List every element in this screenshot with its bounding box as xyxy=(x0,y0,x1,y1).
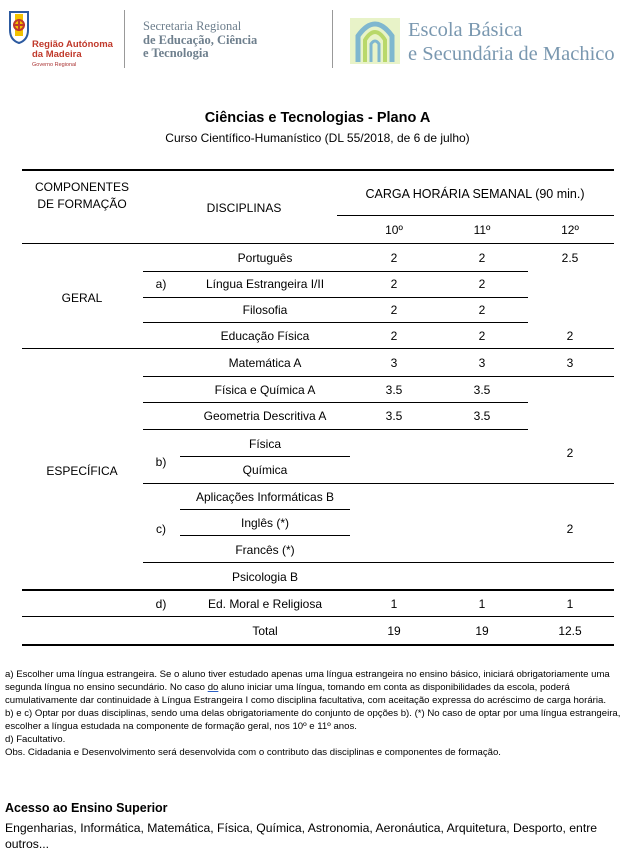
hours-cell: 2 xyxy=(566,446,574,460)
region-name: Região Autónoma da Madeira Governo Regional xyxy=(32,39,113,68)
table-rule xyxy=(143,483,614,484)
hours-cell: 3 xyxy=(390,356,398,370)
total-cell: 19 xyxy=(387,624,401,638)
note-marker: a) xyxy=(155,277,167,291)
header-componentes: COMPONENTES DE FORMAÇÃO xyxy=(34,180,130,211)
hours-cell: 1 xyxy=(566,597,574,611)
discipline-name: Geometria Descritiva A xyxy=(203,409,327,423)
page-title: Ciências e Tecnologias - Plano A xyxy=(204,110,431,126)
hours-cell: 2 xyxy=(478,251,486,265)
table-rule xyxy=(143,376,614,377)
page-header xyxy=(0,0,635,80)
hours-cell: 2 xyxy=(566,522,574,536)
hours-cell: 3.5 xyxy=(473,409,491,423)
hours-cell: 1 xyxy=(390,597,398,611)
option-discipline: Física xyxy=(248,437,282,451)
school-name: Escola Básica e Secundária de Machico xyxy=(408,19,615,65)
discipline-name: Matemática A xyxy=(228,356,302,370)
course-table xyxy=(22,169,614,647)
total-cell: 12.5 xyxy=(558,624,582,638)
footnotes xyxy=(5,668,630,759)
table-rule xyxy=(180,456,350,457)
option-discipline: Psicologia B xyxy=(231,570,299,584)
table-rule xyxy=(22,589,614,591)
footnote-a: a) Escolher uma língua estrangeira. Se o aluno tiver estudado apenas uma língua estrangeira no ensino básico, iniciará obrigatoriamente uma segunda língua no ensino secundário. No caso do aluno iniciar uma língua, tomando em conta as disponibilidades da escola, poderá cumulativamente dar continuidade à Língua Estrangeira I como disciplina facultativa, com aceitação expressa do acréscimo de carga horária. xyxy=(5,669,610,706)
acesso-text: Engenharias, Informática, Matemática, Física, Química, Astronomia, Aeronáutica, Arquitetura, Desporto, entre outros... xyxy=(5,821,598,851)
total-label: Total xyxy=(252,624,278,638)
option-discipline: Química xyxy=(242,463,288,477)
note-marker: c) xyxy=(156,522,166,536)
hours-cell: 3 xyxy=(566,356,574,370)
table-rule xyxy=(143,402,528,403)
year-header: 12º xyxy=(561,223,579,237)
header-divider xyxy=(124,10,125,68)
hours-cell: 2 xyxy=(478,303,486,317)
footnote-b: b) e c) Optar por duas disciplinas, sendo uma delas obrigatoriamente do conjunto de opções b). (*) No caso de optar por uma língua estrangeira, escolher a língua estudada na componente de formação geral, nos 10º e 11º anos. xyxy=(5,708,621,732)
discipline-name: Língua Estrangeira I/II xyxy=(205,277,325,291)
hours-cell: 2.5 xyxy=(561,251,579,265)
header-carga: CARGA HORÁRIA SEMANAL (90 min.) xyxy=(365,187,585,201)
discipline-name: Português xyxy=(237,251,293,265)
footnote-d: d) Facultativo. xyxy=(5,734,66,745)
hours-cell: 3 xyxy=(478,356,486,370)
acesso-title: Acesso ao Ensino Superior xyxy=(5,801,168,815)
table-rule xyxy=(143,271,528,272)
table-rule xyxy=(22,243,614,244)
hours-cell: 2 xyxy=(390,303,398,317)
table-rule xyxy=(22,348,614,349)
page-subtitle: Curso Científico-Humanístico (DL 55/2018, de 6 de julho) xyxy=(165,131,470,145)
table-rule xyxy=(143,297,528,298)
discipline-name: Educação Física xyxy=(220,329,310,343)
component-geral: GERAL xyxy=(61,291,103,305)
school-logo-icon xyxy=(350,14,400,66)
table-rule xyxy=(22,616,614,617)
component-especifica: ESPECÍFICA xyxy=(46,464,118,478)
hours-cell: 1 xyxy=(478,597,486,611)
table-rule xyxy=(143,429,528,430)
hours-cell: 2 xyxy=(390,329,398,343)
hours-cell: 2 xyxy=(390,277,398,291)
hours-cell: 3.5 xyxy=(385,409,403,423)
header-disciplinas: DISCIPLINAS xyxy=(206,201,282,215)
note-marker: b) xyxy=(155,455,167,469)
year-header: 10º xyxy=(385,223,403,237)
table-border xyxy=(22,169,614,171)
table-rule xyxy=(180,535,350,536)
table-rule xyxy=(180,509,350,510)
header-divider xyxy=(332,10,333,68)
hours-cell: 3.5 xyxy=(473,383,491,397)
hours-cell: 2 xyxy=(478,277,486,291)
discipline-name: Ed. Moral e Religiosa xyxy=(207,597,323,611)
secretaria-name: Secretaria Regional de Educação, Ciência e Tecnologia xyxy=(143,19,258,60)
table-rule xyxy=(337,215,614,216)
discipline-name: Física e Química A xyxy=(214,383,316,397)
option-discipline: Francês (*) xyxy=(235,543,295,557)
hours-cell: 3.5 xyxy=(385,383,403,397)
hours-cell: 2 xyxy=(390,251,398,265)
table-border xyxy=(22,644,614,646)
total-cell: 19 xyxy=(475,624,489,638)
note-marker: d) xyxy=(155,597,167,611)
table-rule xyxy=(143,322,528,323)
hours-cell: 2 xyxy=(566,329,574,343)
discipline-name: Filosofia xyxy=(242,303,288,317)
footnote-obs: Obs. Cidadania e Desenvolvimento será desenvolvida com o contributo das disciplinas e componentes de formação. xyxy=(5,747,501,758)
year-header: 11º xyxy=(473,223,491,237)
option-discipline: Aplicações Informáticas B xyxy=(195,490,335,504)
madeira-coat-of-arms-icon xyxy=(8,10,30,44)
option-discipline: Inglês (*) xyxy=(240,516,290,530)
hours-cell: 2 xyxy=(478,329,486,343)
table-rule xyxy=(143,562,614,563)
